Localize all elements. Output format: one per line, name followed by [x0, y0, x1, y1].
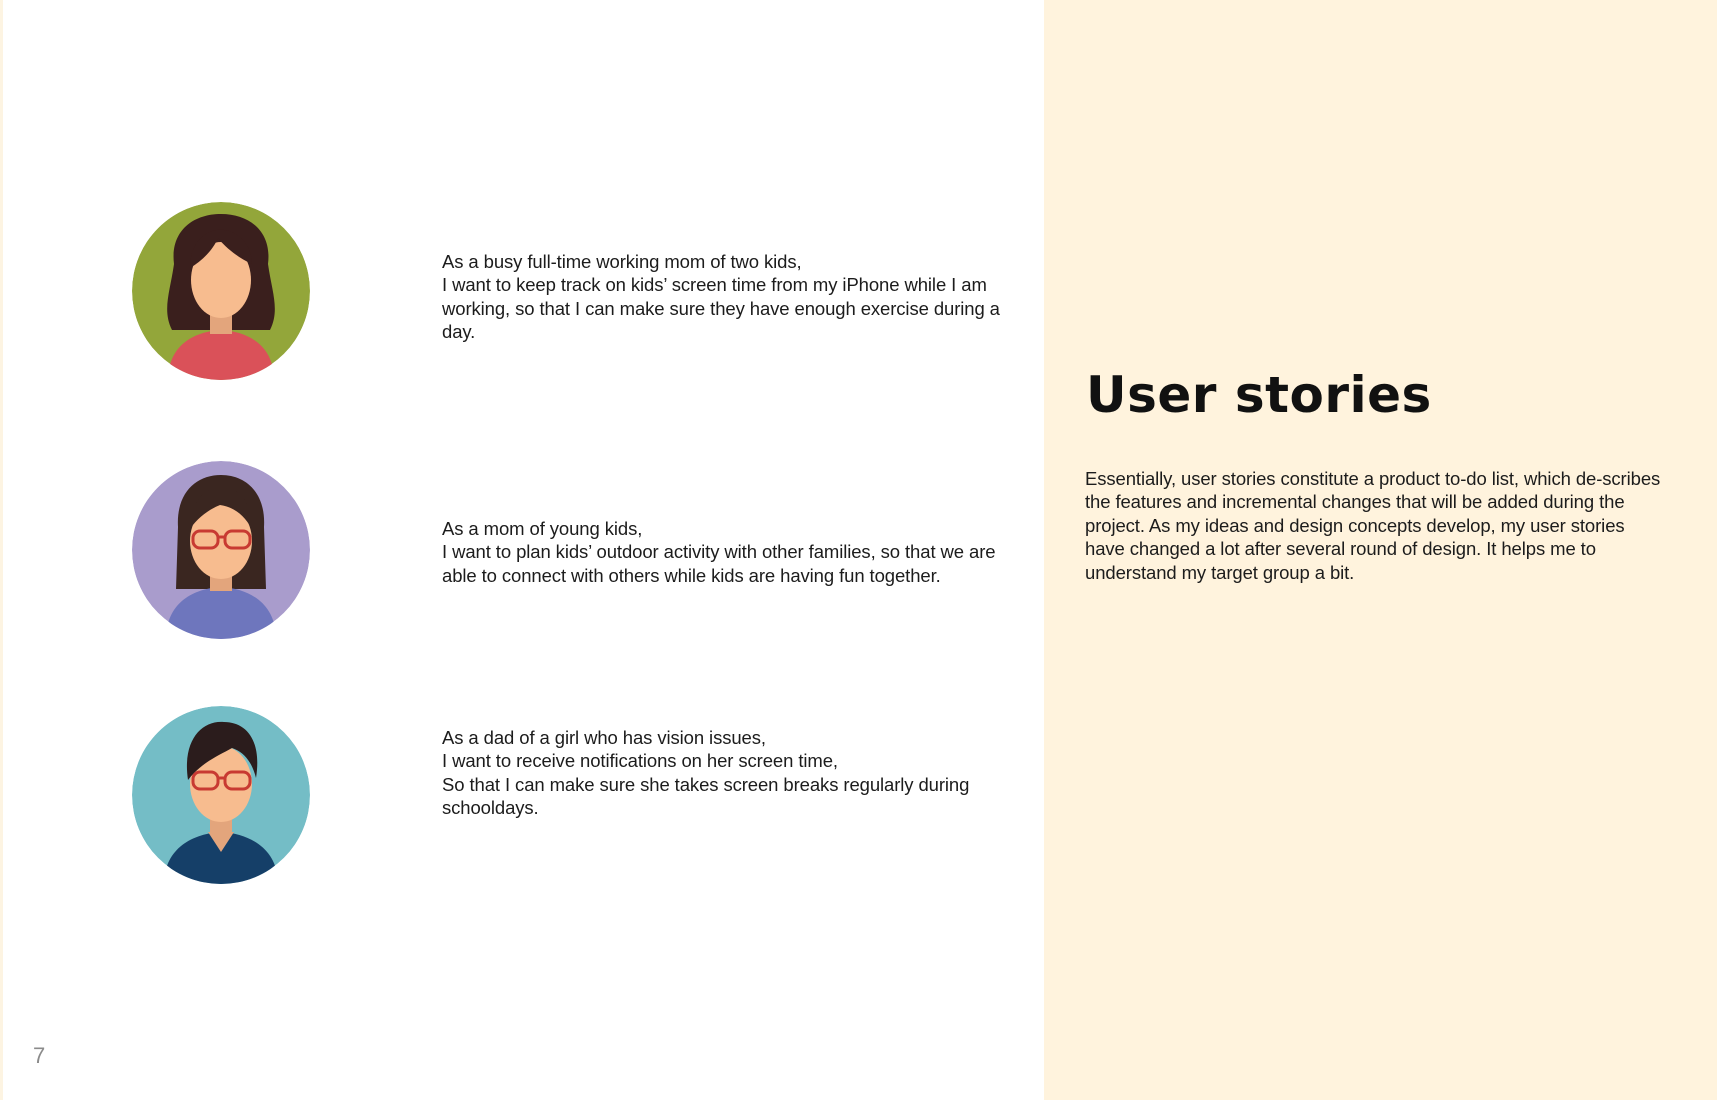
story-goal-line: I want to receive notifications on her screen time, [442, 750, 838, 772]
story-dad [442, 726, 1012, 820]
story-role-line: As a mom of young kids, [442, 518, 643, 539]
story-role-line: As a dad of a girl who has vision issues, [442, 727, 766, 748]
dad-avatar-icon [132, 706, 310, 884]
mom-of-young-kids-avatar [132, 461, 310, 639]
user-stories-description: Essentially, user stories constitute a product to-do list, which de-scribes the features and incremental changes that will be added during the project. As my ideas and design concepts develop, my user stories have changed a lot after several round of design. It helps me to understand my target group a bit. [1085, 468, 1661, 583]
story-mom-of-young-kids [442, 517, 1012, 587]
page-edge [0, 0, 3, 1100]
story-role-line: As a busy full-time working mom of two kids, [442, 251, 802, 272]
story-working-mom [442, 250, 1012, 344]
page-number: 7 [33, 1043, 46, 1068]
dad-avatar [132, 706, 310, 884]
story-benefit-line: So that I can make sure she takes screen breaks regularly during schooldays. [442, 773, 970, 819]
working-mom-avatar-icon [132, 202, 310, 380]
story-goal-line: I want to plan kids’ outdoor activity with other families, so that we are able to connect with others while kids are having fun together. [442, 541, 996, 586]
story-goal-line: I want to keep track on kids’ screen time from my iPhone while I am working, so that I can make sure they have enough exercise during a day. [442, 274, 1000, 343]
mom-of-young-kids-avatar-icon [132, 461, 310, 639]
page-title: User stories [1086, 366, 1432, 424]
working-mom-avatar [132, 202, 310, 380]
